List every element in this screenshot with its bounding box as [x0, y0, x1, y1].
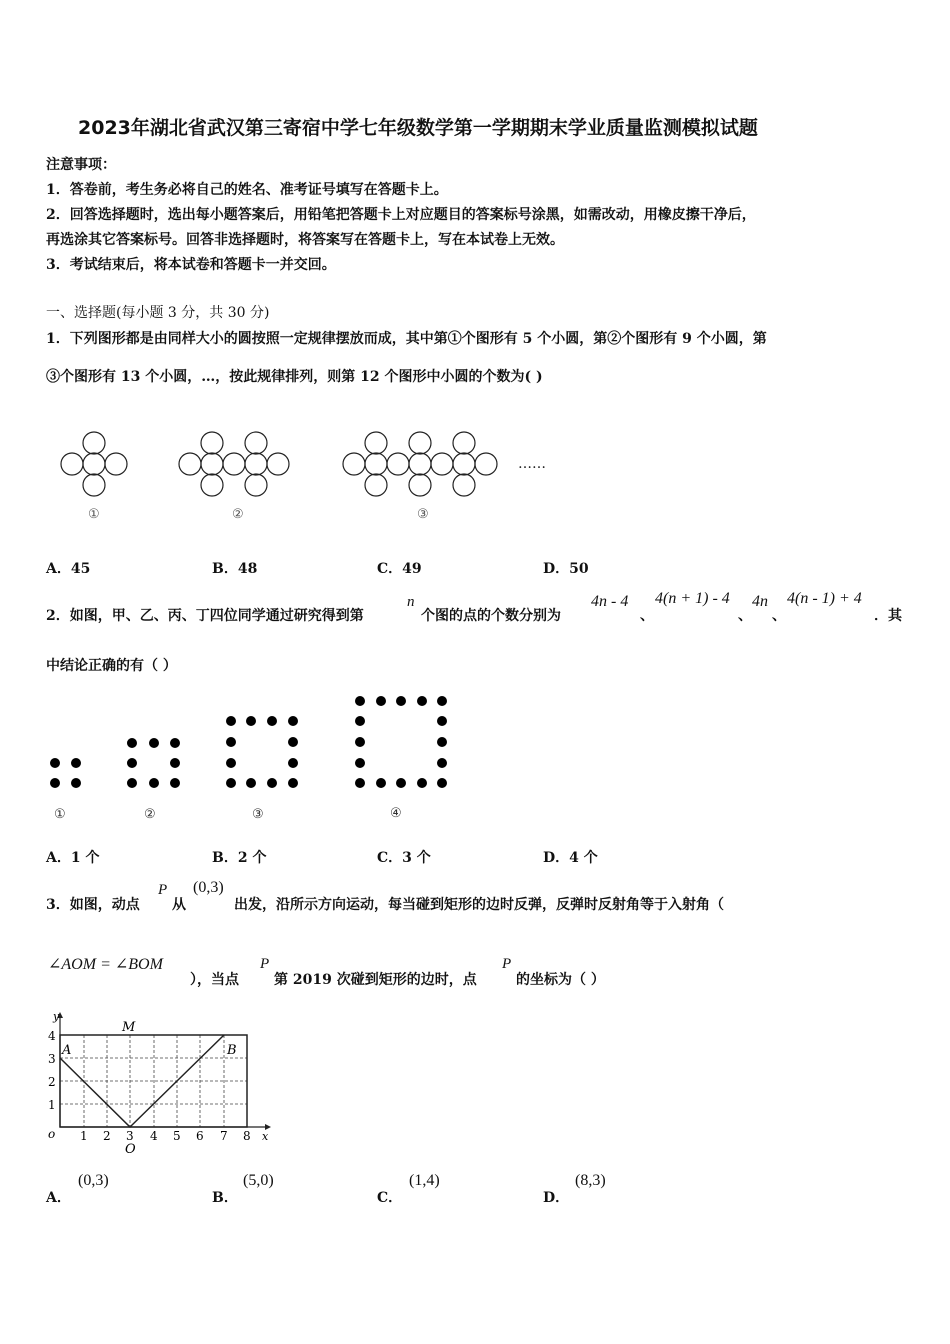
q2-text-line2: 中结论正确的有（ ）: [46, 658, 177, 674]
q1-option-d[interactable]: D．50: [543, 561, 589, 577]
q3-point-m: M: [122, 1020, 136, 1035]
q3-p2: P: [260, 956, 270, 972]
q3-text-pre: 3．如图，动点: [46, 897, 140, 913]
q3-ytick-1: 1: [48, 1098, 56, 1112]
q1-option-b[interactable]: B．48: [212, 561, 258, 577]
q3-xtick-6: 6: [196, 1129, 204, 1143]
q3-xtick-2: 2: [103, 1129, 111, 1143]
q3-xtick-4: 4: [150, 1129, 158, 1143]
q2-sep-1: 、: [640, 608, 654, 624]
q3-text-from: 从: [172, 897, 186, 913]
q3-point-b: B: [227, 1043, 237, 1058]
q2-expr-4: 4(n - 1) + 4: [787, 590, 862, 607]
q3-ytick-4: 4: [48, 1029, 56, 1043]
notice-item-2-cont: 再选涂其它答案标号。回答非选择题时，将答案写在答题卡上，写在本试卷上无效。: [46, 232, 564, 248]
q3-p3: P: [502, 956, 512, 972]
q3-text-mid2: 第 2019 次碰到矩形的边时，点: [274, 972, 477, 988]
q3-y-label: y: [53, 1010, 60, 1023]
notice-item-3: 3．考试结束后，将本试卷和答题卡一并交回。: [46, 257, 336, 273]
q3-option-c-value[interactable]: (1,4): [409, 1172, 440, 1189]
q1-option-c[interactable]: C．49: [377, 561, 422, 577]
q3-option-a-value[interactable]: (0,3): [78, 1172, 109, 1189]
q2-figure-1: [50, 758, 81, 788]
q2-sep-2: 、: [738, 608, 752, 624]
q2-label-4: ④: [390, 806, 402, 821]
q2-option-d[interactable]: D．4 个: [543, 850, 598, 866]
q3-option-b-letter[interactable]: B．: [212, 1190, 238, 1206]
notice-item-2: 2．回答选择题时，选出每小题答案后，用铅笔把答题卡上对应题目的答案标号涂黑，如需改动，用橡皮擦干净后，: [46, 207, 756, 223]
q1-text-line2: ③个图形有 13 个小圆，…，按此规律排列，则第 12 个图形中小圆的个数为( ): [46, 369, 543, 385]
q1-circle-figures: [0, 420, 600, 530]
q2-label-1: ①: [54, 807, 66, 822]
q3-option-c-letter[interactable]: C．: [377, 1190, 403, 1206]
q2-expr-1: 4n - 4: [591, 593, 629, 610]
q3-start-coord: (0,3): [193, 879, 224, 896]
q1-label-3: ③: [417, 507, 429, 522]
q3-text-mid3: 的坐标为（ ）: [516, 972, 605, 988]
notice-item-1: 1．答卷前，考生务必将自己的姓名、准考证号填写在答题卡上。: [46, 182, 448, 198]
q1-option-a[interactable]: A．45: [46, 561, 91, 577]
q1-figure-2: [179, 432, 289, 496]
q3-rectangle: [60, 1035, 247, 1127]
q3-text-post: 出发，沿所示方向运动，每当碰到矩形的边时反弹，反弹时反射角等于入射角（: [234, 897, 724, 913]
q3-angle-expr: ∠AOM = ∠BOM: [48, 956, 163, 973]
q2-figure-2: [127, 738, 180, 788]
q3-xtick-5: 5: [173, 1129, 181, 1143]
notice-heading: 注意事项：: [46, 157, 116, 173]
q2-sep-3: 、: [772, 608, 786, 624]
q3-option-b-value[interactable]: (5,0): [243, 1172, 274, 1189]
q3-point-a: A: [62, 1043, 72, 1058]
q3-option-d-letter[interactable]: D．: [543, 1190, 570, 1206]
q1-figure-1: [61, 432, 127, 496]
q3-text-mid1: ），当点: [190, 972, 239, 988]
q2-text-pre: 2．如图，甲、乙、丙、丁四位同学通过研究得到第: [46, 608, 364, 624]
q1-text-line1: 1．下列图形都是由同样大小的圆按照一定规律摆放而成，其中第①个图形有 5 个小圆，第②个图形有 9 个小圆，第: [46, 331, 767, 347]
q2-text-post: ．其: [874, 608, 902, 624]
section-heading: 一、选择题(每小题 3 分，共 30 分): [46, 305, 270, 321]
q3-point-o: O: [125, 1142, 136, 1157]
q3-ytick-3: 3: [48, 1052, 56, 1066]
q2-expr-3: 4n: [752, 593, 768, 610]
q2-dot-figures: [0, 690, 480, 830]
q2-option-b[interactable]: B．2 个: [212, 850, 267, 866]
q2-expr-2: 4(n + 1) - 4: [655, 590, 730, 607]
q3-xtick-8: 8: [243, 1129, 251, 1143]
q3-p: P: [158, 882, 168, 898]
q3-option-a-letter[interactable]: A．: [46, 1190, 71, 1206]
q3-xtick-1: 1: [80, 1129, 88, 1143]
q3-xtick-7: 7: [220, 1129, 228, 1143]
q3-option-d-value[interactable]: (8,3): [575, 1172, 606, 1189]
q3-coordinate-graph: [40, 1010, 280, 1160]
q1-figure-3: [343, 432, 497, 496]
q2-n: n: [407, 594, 415, 610]
q2-figure-3: [226, 716, 298, 788]
q1-label-1: ①: [88, 507, 100, 522]
q2-label-2: ②: [144, 807, 156, 822]
page-title: 2023年湖北省武汉第三寄宿中学七年级数学第一学期期末学业质量监测模拟试题: [78, 117, 758, 139]
q1-ellipsis: ……: [518, 456, 546, 472]
q2-label-3: ③: [252, 807, 264, 822]
q2-text-mid: 个图的点的个数分别为: [421, 608, 561, 624]
q3-xtick-3: 3: [126, 1129, 134, 1143]
q3-x-label: x: [262, 1130, 269, 1143]
q3-ytick-2: 2: [48, 1075, 56, 1089]
q2-figure-4: [355, 696, 447, 788]
q2-option-a[interactable]: A．1 个: [46, 850, 100, 866]
q3-origin-label: o: [48, 1127, 56, 1141]
q2-option-c[interactable]: C．3 个: [377, 850, 431, 866]
q1-label-2: ②: [232, 507, 244, 522]
